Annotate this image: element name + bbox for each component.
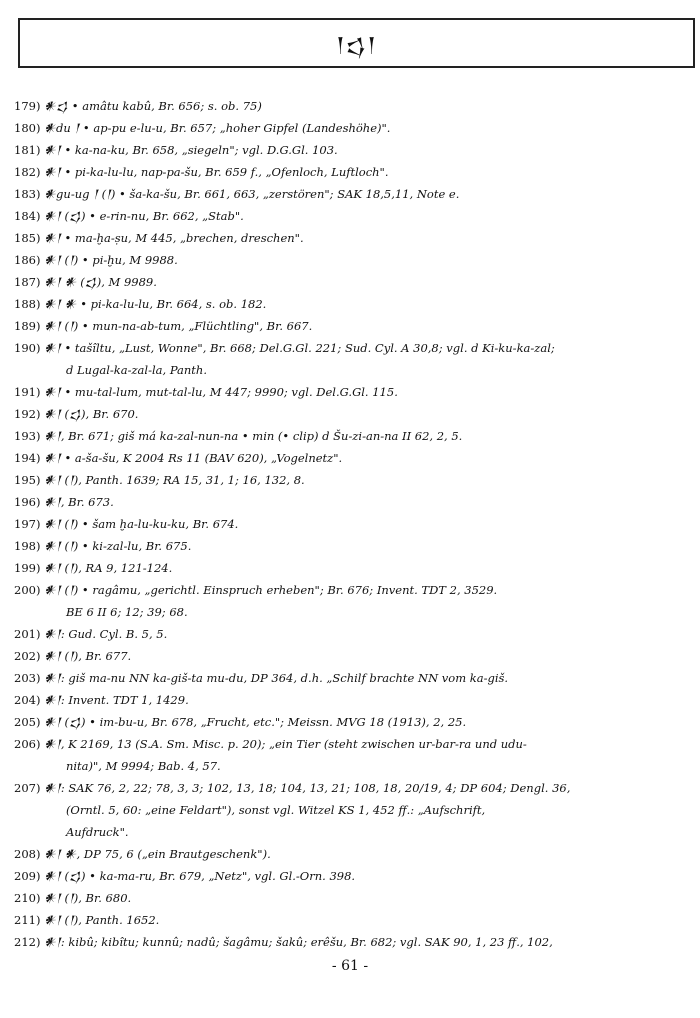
entry-number: 186) (14, 253, 41, 267)
entry-text: 𒀭𒁹 (𒁹) • ki-zal-lu, Br. 675. (44, 539, 192, 553)
entry-number: 209) (14, 869, 41, 883)
entry-text: 𒀭𒁹 𒀭 • pi-ka-lu-lu, Br. 664, s. ob. 182. (44, 297, 267, 311)
entry-text: 𒀭𒁹 • a-ša-šu, K 2004 Rs 11 (BAV 620), „Vogelnetz". (44, 451, 343, 465)
entry-text: 𒀭𒁹 (𒌓) • ka-ma-ru, Br. 679, „Netz", vgl. Gl.-Orn. 398. (44, 869, 356, 883)
entry-number: 206) (14, 737, 41, 751)
entry-text: 𒀭𒁹 • mu-tal-lum, mut-tal-lu, M 447; 9990; vgl. Del.G.Gl. 115. (44, 385, 398, 399)
entry-text: 𒀭𒁹 (𒁹) • ragâmu, „gerichtl. Einspruch erheben"; Br. 676; Invent. TDT 2, 3529. BE 6 II 6; 12; 39; 68. (44, 583, 498, 619)
entry-number: 198) (14, 539, 41, 553)
entry-text: 𒀭𒁹 (𒁹), Panth. 1639; RA 15, 31, 1; 16, 132, 8. (44, 473, 305, 487)
entry-text: 𒀭𒁹, K 2169, 13 (S.A. Sm. Misc. p. 20); „ein Tier (steht zwischen ur-bar-ra und udu- nita)", M 9994; Bab. 4, 57. (44, 737, 527, 773)
entry-number: 195) (14, 473, 41, 487)
entry-text: 𒀭𒁹 𒀭, DP 75, 6 („ein Brautgeschenk"). (44, 847, 271, 861)
entry-number: 204) (14, 693, 41, 707)
list-item (14, 425, 692, 447)
page-number: - 61 - (331, 958, 369, 974)
entry-text: 𒀭gu-ug 𒁹 (𒁹) • ša-ka-šu, Br. 661, 663, „zerstören"; SAK 18,5,11, Note e. (44, 187, 460, 201)
entry-text: 𒀭𒁹 (𒌓), Br. 670. (44, 407, 139, 421)
entry-text: 𒀭𒁹 • ka-na-ku, Br. 658, „siegeln"; vgl. D.G.Gl. 103. (44, 143, 338, 157)
list-item (14, 887, 692, 909)
entry-text: 𒀭𒁹 • pi-ka-lu-lu, nap-pa-šu, Br. 659 f., „Ofenloch, Luftloch". (44, 165, 389, 179)
entry-number: 185) (14, 231, 41, 245)
entry-number: 202) (14, 649, 41, 663)
entry-number: 179) (14, 99, 41, 113)
entry-text: 𒀭𒁹, Br. 673. (44, 495, 114, 509)
entry-number: 184) (14, 209, 41, 223)
list-item (14, 865, 692, 887)
list-item (14, 689, 692, 711)
list-item (14, 469, 692, 491)
list-item (14, 403, 692, 425)
entry-text: 𒀭𒁹 (𒁹), RA 9, 121-124. (44, 561, 173, 575)
entry-text: 𒀭𒁹: giš ma-nu NN ka-giš-ta mu-du, DP 364, d.h. „Schilf brachte NN vom ka-giš. (44, 671, 509, 685)
entry-text: 𒀭𒁹 • tašîltu, „Lust, Wonne", Br. 668; Del.G.Gl. 221; Sud. Cyl. A 30,8; vgl. d Ki-ku-ka-zal; d Lugal-ka-zal-la, Panth. (44, 341, 555, 377)
list-item (14, 579, 692, 623)
list-item (14, 491, 692, 513)
list-item (14, 315, 692, 337)
entry-text: 𒀭𒁹 (𒌓) • im-bu-u, Br. 678, „Frucht, etc."; Meissn. MVG 18 (1913), 2, 25. (44, 715, 467, 729)
entry-number: 193) (14, 429, 41, 443)
entry-text: 𒀭𒁹 (𒁹), Br. 680. (44, 891, 132, 905)
list-item (14, 183, 692, 205)
entry-text: 𒀭𒁹 (𒁹) • šam ḫa-lu-ku-ku, Br. 674. (44, 517, 239, 531)
entry-list (14, 95, 692, 953)
list-item (14, 249, 692, 271)
list-item (14, 909, 692, 931)
list-item (14, 645, 692, 667)
entry-number: 194) (14, 451, 41, 465)
entry-number: 208) (14, 847, 41, 861)
entry-number: 188) (14, 297, 41, 311)
list-item (14, 381, 692, 403)
entry-text: 𒀭𒌓 • amâtu kabû, Br. 656; s. ob. 75) (44, 99, 262, 113)
list-item (14, 931, 692, 953)
entry-text: 𒀭𒁹 (𒁹), Br. 677. (44, 649, 132, 663)
list-item (14, 667, 692, 689)
list-item (14, 337, 692, 381)
cuneiform-heading-sign: 𒁹𒌓𒁹 (336, 33, 377, 57)
entry-number: 200) (14, 583, 41, 597)
entry-number: 191) (14, 385, 41, 399)
entry-number: 210) (14, 891, 41, 905)
entry-number: 205) (14, 715, 41, 729)
list-item (14, 733, 692, 777)
list-item (14, 447, 692, 469)
list-item (14, 513, 692, 535)
entry-text: 𒀭𒁹: Gud. Cyl. B. 5, 5. (44, 627, 168, 641)
entry-number: 190) (14, 341, 41, 355)
entry-text: 𒀭𒁹 (𒌓) • e-rin-nu, Br. 662, „Stab". (44, 209, 244, 223)
entry-text: 𒀭𒁹 𒀭 (𒌓), M 9989. (44, 275, 157, 289)
entry-number: 197) (14, 517, 41, 531)
entry-number: 203) (14, 671, 41, 685)
entry-text: 𒀭𒁹: SAK 76, 2, 22; 78, 3, 3; 102, 13, 18; 104, 13, 21; 108, 18, 20/19, 4; DP 604; Dengl. 36, (Orntl. 5, 60: „eine Feldart"), sonst vgl. Witzel KS 1, 452 ff.: „Aufschrift, Aufdruck". (44, 781, 571, 839)
entry-number: 181) (14, 143, 41, 157)
entry-text: 𒀭du 𒁹 • ap-pu e-lu-u, Br. 657; „hoher Gipfel (Landeshöhe)". (44, 121, 391, 135)
entry-number: 207) (14, 781, 41, 795)
entry-text: 𒀭𒁹, Br. 671; giš má ka-zal-nun-na • min (• clip) d Šu-zi-an-na II 62, 2, 5. (44, 429, 463, 443)
list-item (14, 271, 692, 293)
list-item (14, 117, 692, 139)
list-item (14, 557, 692, 579)
list-item (14, 535, 692, 557)
entry-number: 212) (14, 935, 41, 949)
list-item (14, 293, 692, 315)
list-item (14, 777, 692, 843)
list-item (14, 161, 692, 183)
entry-number: 196) (14, 495, 41, 509)
entry-number: 183) (14, 187, 41, 201)
list-item (14, 711, 692, 733)
entry-number: 201) (14, 627, 41, 641)
list-item (14, 205, 692, 227)
list-item (14, 139, 692, 161)
entry-number: 199) (14, 561, 41, 575)
header-box (18, 18, 695, 68)
list-item (14, 95, 692, 117)
list-item (14, 843, 692, 865)
entry-text: 𒀭𒁹: Invent. TDT 1, 1429. (44, 693, 189, 707)
entry-text: 𒀭𒁹 (𒁹) • pi-ḫu, M 9988. (44, 253, 178, 267)
entry-number: 182) (14, 165, 41, 179)
entry-number: 189) (14, 319, 41, 333)
entry-number: 187) (14, 275, 41, 289)
entry-text: 𒀭𒁹 • ma-ḫa-ṣu, M 445, „brechen, dreschen". (44, 231, 304, 245)
entry-number: 211) (14, 913, 41, 927)
entry-text: 𒀭𒁹 (𒁹), Panth. 1652. (44, 913, 160, 927)
list-item (14, 623, 692, 645)
entry-text: 𒀭𒁹: kibû; kibîtu; kunnû; nadû; šagâmu; šakû; erêšu, Br. 682; vgl. SAK 90, 1, 23 ff., 102, (44, 935, 553, 949)
entry-number: 192) (14, 407, 41, 421)
list-item (14, 227, 692, 249)
entry-number: 180) (14, 121, 41, 135)
entry-text: 𒀭𒁹 (𒁹) • mun-na-ab-tum, „Flüchtling", Br. 667. (44, 319, 313, 333)
